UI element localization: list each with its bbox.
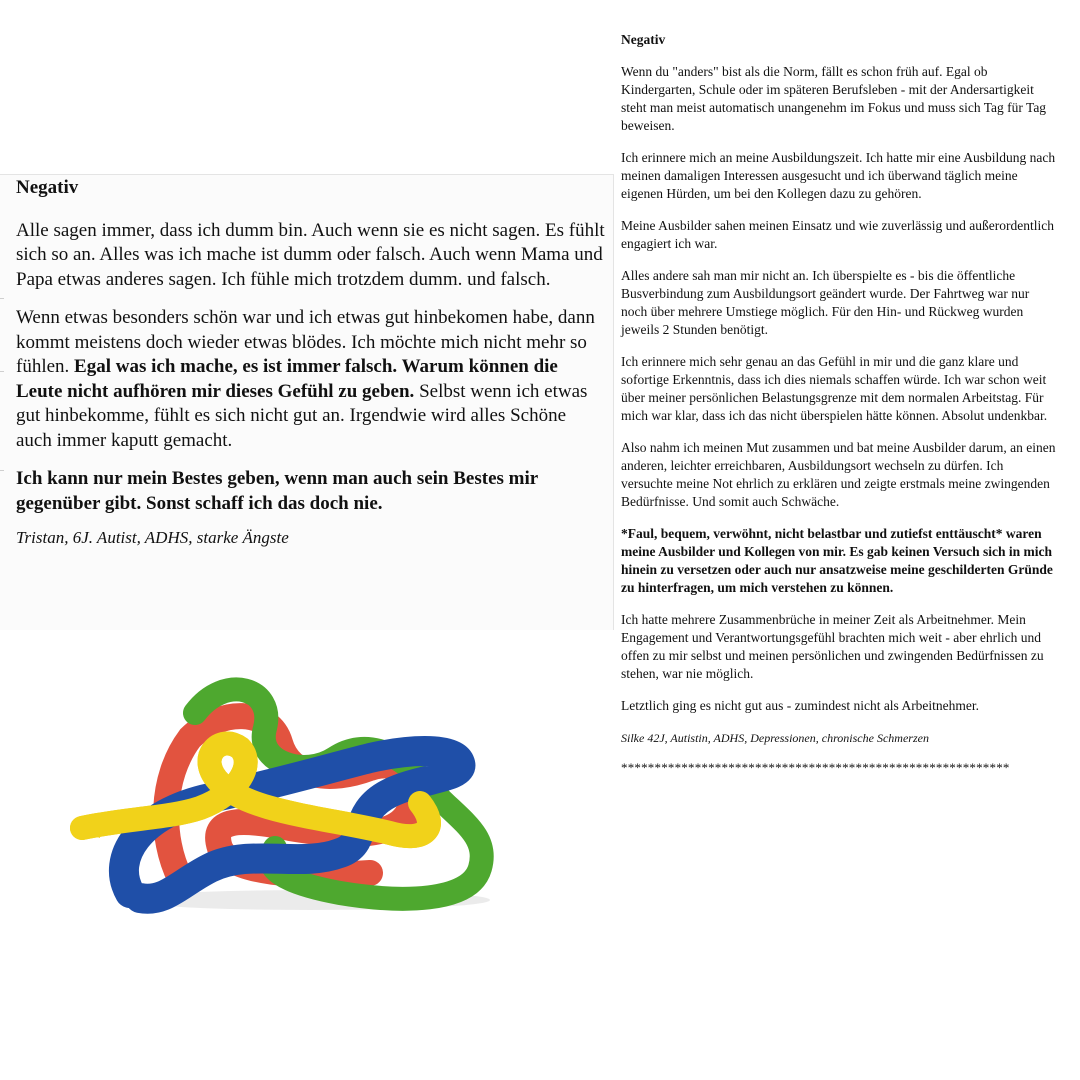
right-paragraph-7: *Faul, bequem, verwöhnt, nicht belastbar und zutiefst enttäuscht* waren meine Ausbilder und Kollegen von mir. Es gab keinen Versuch sich in mich hinein zu versetzen oder auch nur ansatzweise meine geschilderten Gründe zu hinterfragen, um mich verstehen zu können. [621,526,1053,595]
right-paragraph-6: Also nahm ich meinen Mut zusammen und bat meine Ausbilder darum, an einen anderen, leichter erreichbaren, Ausbildungsort wechseln zu dürfen. Ich versuchte meine Not ehrlich zu erklären und zeigte erstmals meine zwingenden Bedürfnisse. Und somit auch Schwäche. [621,440,1056,509]
left-paragraph-2-start: Wenn etwas besonders schön war und ich etwas gut hinbekomen habe, dann kommt meistens doch wieder etwas blödes. Ich möchte mich nicht mehr so fühlen. [16,307,595,377]
edge-mark [0,470,4,471]
left-paragraph-3: Ich kann nur mein Bestes geben, wenn man auch sein Bestes mir gegenüber gibt. Sonst schaff ich das doch nie. [16,468,538,514]
right-paragraph-2: Ich erinnere mich an meine Ausbildungszeit. Ich hatte mir eine Ausbildung nach meinen damaligen Interessen ausgesucht und ich überwand täglich meine eigenen Hürden, um bei den Kollegen dazu zu gehören. [621,150,1056,201]
edge-mark [0,371,4,372]
right-signature: Silke 42J, Autistin, ADHS, Depressionen, chronische Schmerzen [621,731,929,745]
tangled-snakes-image [70,668,510,918]
left-heading: Negativ [16,177,79,198]
left-signature: Tristan, 6J. Autist, ADHS, starke Ängste [16,528,289,547]
left-text-block [16,176,606,565]
left-paragraph-2-bold: Egal was ich mache, es ist immer falsch. Warum können die Leute nicht aufhören mir dieses Gefühl zu geben. [16,356,558,402]
stars-divider: ********************************************************** [621,760,1010,775]
right-heading: Negativ [621,32,666,47]
edge-mark [0,298,4,299]
left-paragraph-2 [16,306,606,453]
right-paragraph-4: Alles andere sah man mir nicht an. Ich überspielte es - bis die öffentliche Busverbindung zum Ausbildungsort geändert wurde. Der Fahrtweg war nur noch über mehrere Umstiege möglich. Für den Hin- und Rückweg wurden jeweils 2 Stunden benötigt. [621,268,1030,337]
right-paragraph-8: Ich hatte mehrere Zusammenbrüche in meiner Zeit als Arbeitnehmer. Mein Engagement und Verantwortungsgefühl brachten mich weit - aber ehrlich und offen zu mir selbst und meinen persönlichen und zwingenden Bedürfnissen zu stehen, war nie möglich. [621,612,1044,681]
right-paragraph-5: Ich erinnere mich sehr genau an das Gefühl in mir und die ganz klare und sofortige Erkenntnis, dass ich dies niemals schaffen würde. Ich war schon weit über meiner persönlichen Belastungsgrenze mit dem normalen Arbeitstag. Für mich war klar, dass ich das nicht überspielen hätte können. Absolut undenkbar. [621,354,1048,423]
right-paragraph-9: Letztlich ging es nicht gut aus - zumindest nicht als Arbeitnehmer. [621,698,980,713]
right-paragraph-1: Wenn du "anders" bist als die Norm, fällt es schon früh auf. Egal ob Kindergarten, Schule oder im späteren Berufsleben - mit der Andersartigkeit steht man meist automatisch unangenehm im Fokus und muss sich Tag für Tag beweisen. [621,64,1047,133]
right-paragraph-3: Meine Ausbilder sahen meinen Einsatz und wie zuverlässig und außerordentlich engagiert ich war. [621,218,1055,251]
right-text-block [621,31,1056,791]
left-paragraph-2-end: Selbst wenn ich etwas gut hinbekomme, fühlt es sich nicht gut an. Irgendwie wird alles Schöne auch immer kaputt gemacht. [16,380,588,451]
left-paragraph-1: Alle sagen immer, dass ich dumm bin. Auch wenn sie es nicht sagen. Es fühlt sich so an. Alles was ich mache ist dumm oder falsch. Auch wenn Mama und Papa etwas anderes sagen. Ich fühle mich trotzdem dumm. und falsch. [16,219,605,290]
